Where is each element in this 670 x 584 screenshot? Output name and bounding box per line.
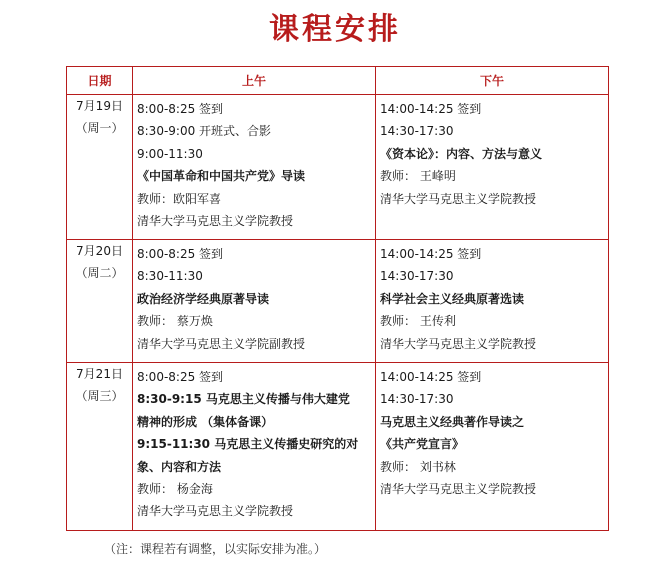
afternoon-session-cell [376,95,609,240]
course-title: 8:30-9:15 马克思主义传播与伟大建党 [137,392,350,407]
course-title: 《共产党宣言》 [380,437,465,452]
weekday-label: （周三） [75,389,124,403]
course-title: 马克思主义经典著作导读之 [380,414,525,429]
teacher-line: 教师： 蔡万焕 [137,314,213,329]
morning-session-cell [133,95,376,240]
morning-session-cell [133,240,376,363]
table-header-row [67,67,609,95]
session-line: 8:00-8:25 签到 [137,370,224,384]
teacher-line: 教师： 王峰明 [380,169,456,184]
course-title: 9:15-11:30 马克思主义传播史研究的对 [137,437,359,452]
affiliation-line: 清华大学马克思主义学院教授 [380,191,537,206]
teacher-line: 教师： 刘书林 [380,459,456,474]
header-afternoon: 下午 [376,67,609,95]
session-line: 14:00-14:25 签到 [380,247,482,261]
weekday-label: （周二） [75,266,124,280]
course-title: 科学社会主义经典原著选读 [380,291,525,306]
teacher-line: 教师： 王传利 [380,314,456,329]
course-title: 《中国革命和中国共产党》导读 [137,169,306,184]
session-line: 14:00-14:25 签到 [380,102,482,116]
table-row [67,240,609,363]
session-line: 8:30-9:00 开班式、合影 [137,124,272,139]
afternoon-session-cell [376,363,609,531]
header-morning: 上午 [133,67,376,95]
session-line: 14:30-17:30 [380,269,454,284]
schedule-table [66,66,609,531]
table-row [67,363,609,531]
session-line: 14:30-17:30 [380,124,454,139]
course-title: 象、内容和方法 [137,459,222,474]
session-line: 8:00-8:25 签到 [137,102,224,116]
date-label: 7月19日 [76,99,123,113]
date-cell [67,240,133,363]
weekday-label: （周一） [75,121,124,135]
page-title: 课程安排 [269,12,401,47]
affiliation-line: 清华大学马克思主义学院教授 [380,336,537,351]
session-line: 8:30-11:30 [137,269,203,284]
session-line: 14:00-14:25 签到 [380,370,482,384]
footnote: （注：课程若有调整，以实际安排为准。） [104,542,327,556]
affiliation-line: 清华大学马克思主义学院教授 [137,504,294,519]
header-date: 日期 [67,67,133,95]
course-title: 精神的形成 （集体备课） [137,414,274,429]
morning-session-cell [133,363,376,531]
session-line: 9:00-11:30 [137,146,203,161]
date-label: 7月21日 [76,367,123,381]
table-row [67,95,609,240]
session-line: 14:30-17:30 [380,392,454,407]
teacher-line: 教师：欧阳军喜 [137,191,222,206]
affiliation-line: 清华大学马克思主义学院教授 [380,482,537,497]
date-label: 7月20日 [76,244,123,258]
teacher-line: 教师： 杨金海 [137,482,213,497]
affiliation-line: 清华大学马克思主义学院副教授 [137,336,306,351]
course-title: 《资本论》：内容、方法与意义 [380,146,543,161]
session-line: 8:00-8:25 签到 [137,247,224,261]
date-cell [67,363,133,531]
affiliation-line: 清华大学马克思主义学院教授 [137,214,294,229]
course-title: 政治经济学经典原著导读 [137,291,270,306]
afternoon-session-cell [376,240,609,363]
date-cell [67,95,133,240]
